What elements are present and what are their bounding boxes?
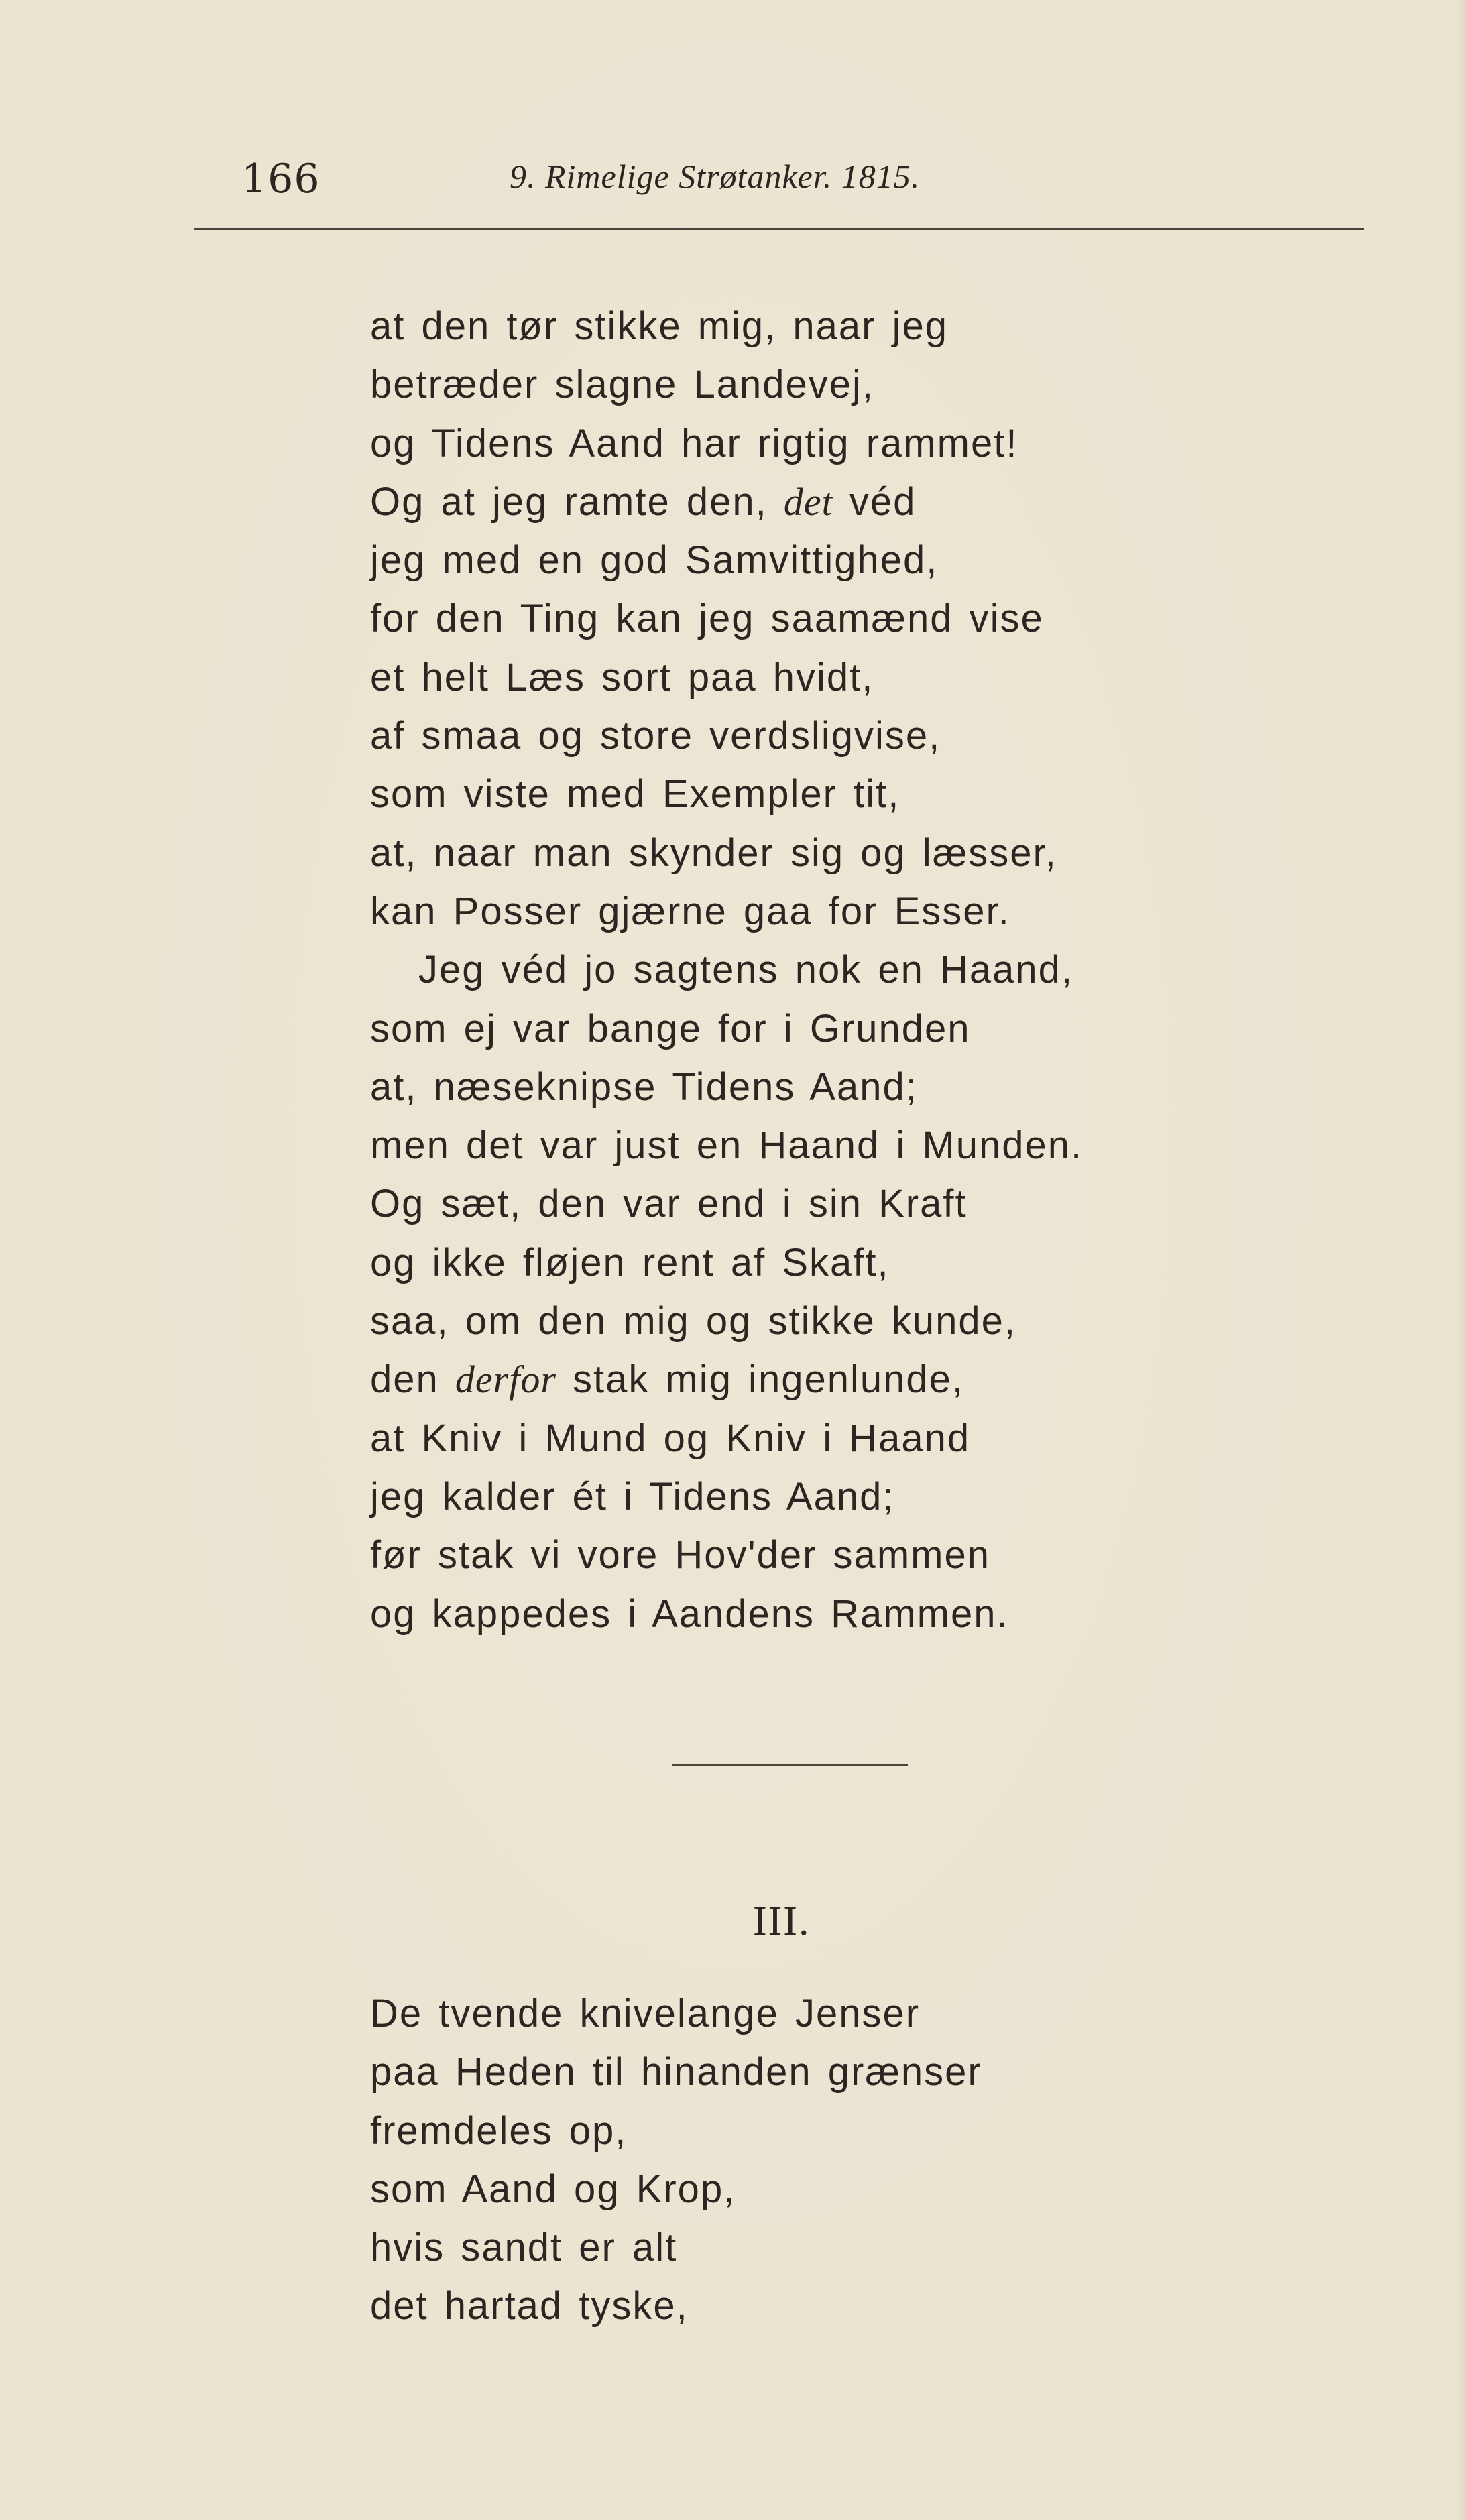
poem-stanza-1 (370, 297, 1356, 1643)
italic-emphasis: det (783, 479, 833, 524)
poem-line: og Tidens Aand har rigtig rammet! (370, 421, 1018, 465)
page-edge-shadow (1456, 0, 1465, 2520)
poem-line: før stak vi vore Hov'der sammen (370, 1533, 990, 1577)
poem-line: betræder slagne Landevej, (370, 363, 875, 407)
poem-line: paa Heden til hinanden grænser (370, 2050, 982, 2094)
section-divider (672, 1764, 908, 1766)
running-head (241, 149, 1381, 209)
poem-line: jeg med en god Samvittighed, (370, 538, 939, 583)
poem-line: den derfor stak mig ingenlunde, (370, 1358, 965, 1402)
poem-line: fremdeles op, (370, 2108, 628, 2153)
poem-line: kan Posser gjærne gaa for Esser. (370, 889, 1010, 933)
italic-emphasis: derfor (455, 1358, 556, 1402)
poem-stanza-2 (370, 1984, 1356, 2336)
poem-line: som ej var bange for i Grunden (370, 1006, 971, 1051)
poem-line: Og sæt, den var end i sin Kraft (370, 1182, 968, 1226)
poem-line: at, næseknipse Tidens Aand; (370, 1065, 918, 1109)
poem-line: hvis sandt er alt (370, 2226, 678, 2270)
poem-line: men det var just en Haand i Munden. (370, 1124, 1083, 1168)
header-rule (194, 228, 1364, 230)
poem-line-indented: Jeg véd jo sagtens nok en Haand, (418, 948, 1074, 992)
poem-line: af smaa og store verdsligvise, (370, 714, 941, 758)
poem-line: at Kniv i Mund og Kniv i Haand (370, 1416, 971, 1460)
page-number: 166 (241, 156, 320, 202)
poem-line: at, naar man skynder sig og læsser, (370, 831, 1057, 875)
section-heading: 9. Rimelige Strøtanker. 1815. (510, 158, 921, 195)
poem-line: det hartad tyske, (370, 2284, 689, 2328)
poem-line: et helt Læs sort paa hvidt, (370, 655, 874, 699)
poem-line: saa, om den mig og stikke kunde, (370, 1299, 1017, 1343)
poem-line: som viste med Exempler tit, (370, 772, 900, 817)
poem-line: og ikke fløjen rent af Skaft, (370, 1240, 890, 1284)
poem-line: at den tør stikke mig, naar jeg (370, 304, 948, 348)
section-number: III. (753, 1899, 811, 1944)
poem-line: De tvende knivelange Jenser (370, 1992, 921, 2035)
poem-line: som Aand og Krop, (370, 2167, 736, 2211)
poem-line: og kappedes i Aandens Rammen. (370, 1592, 1009, 1636)
poem-line: jeg kalder ét i Tidens Aand; (370, 1474, 895, 1518)
poem-line: for den Ting kan jeg saamænd vise (370, 597, 1044, 641)
poem-line: Og at jeg ramte den, det véd (370, 479, 917, 524)
